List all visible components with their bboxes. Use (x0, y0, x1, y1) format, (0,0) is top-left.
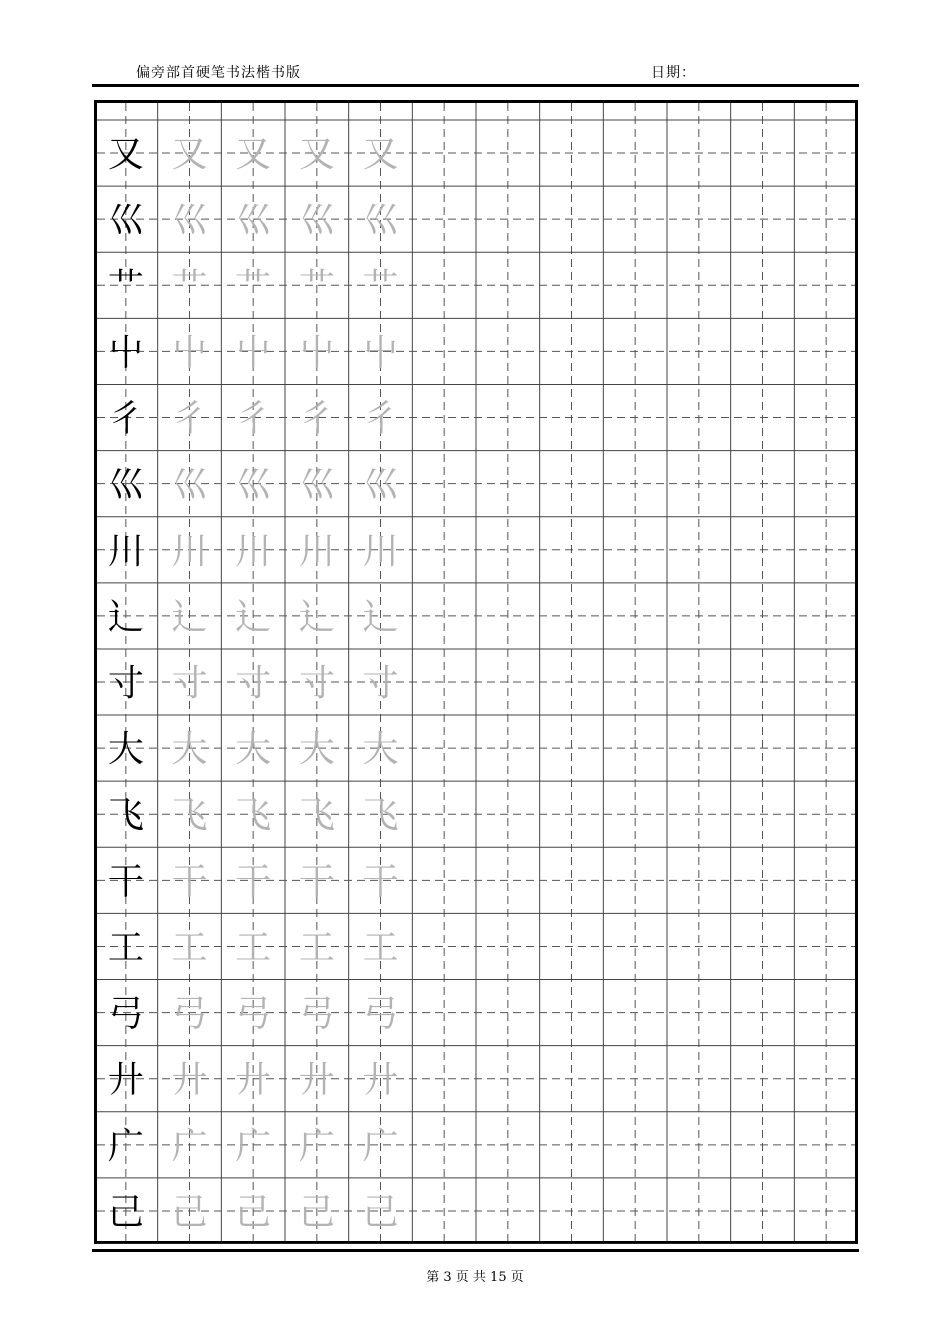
trace-character: 屮 (298, 332, 335, 374)
trace-character: 巛 (298, 200, 335, 242)
trace-character: 寸 (171, 663, 208, 704)
trace-character: 寸 (362, 663, 399, 704)
trace-character: 己 (298, 1191, 335, 1233)
trace-character: 巛 (298, 464, 335, 506)
model-character: 寸 (107, 663, 144, 704)
trace-character: 大 (235, 729, 272, 771)
trace-character: 工 (362, 927, 399, 969)
trace-character: 大 (362, 729, 399, 771)
trace-character: 弓 (298, 993, 335, 1035)
trace-character: 寸 (298, 663, 335, 704)
footer-rule (92, 1249, 859, 1252)
model-character: 己 (107, 1191, 144, 1233)
trace-character: 彳 (235, 398, 272, 440)
trace-character: 艹 (171, 266, 208, 308)
trace-character: 彳 (171, 398, 208, 440)
trace-character: 艹 (235, 266, 272, 308)
trace-character: 干 (298, 861, 335, 903)
trace-character: 艹 (298, 266, 335, 308)
model-character: 巛 (107, 464, 144, 506)
trace-character: 飞 (298, 795, 335, 837)
trace-character: 屮 (235, 332, 272, 374)
trace-character: 又 (235, 134, 272, 176)
model-character: 廾 (107, 1059, 144, 1101)
trace-character: 己 (171, 1191, 208, 1233)
trace-character: 弓 (362, 993, 399, 1035)
trace-character: 飞 (171, 795, 208, 837)
trace-character: 川 (235, 530, 272, 572)
model-character: 屮 (107, 332, 144, 374)
trace-character: 大 (171, 729, 208, 771)
trace-character: 屮 (171, 332, 208, 374)
trace-character: 巛 (362, 464, 399, 506)
trace-character: 辶 (235, 596, 272, 638)
trace-character: 飞 (362, 795, 399, 837)
trace-character: 巛 (235, 200, 272, 242)
trace-character: 己 (235, 1191, 272, 1233)
trace-character: 干 (235, 861, 272, 903)
date-label: 日期： (651, 65, 696, 81)
model-character: 辶 (107, 596, 144, 638)
trace-character: 己 (362, 1191, 399, 1233)
model-character: 飞 (107, 795, 144, 837)
trace-character: 屮 (362, 332, 399, 374)
trace-character: 彳 (362, 398, 399, 440)
trace-character: 又 (171, 134, 208, 176)
trace-character: 弓 (171, 993, 208, 1035)
trace-character: 干 (171, 861, 208, 903)
trace-character: 巛 (362, 200, 399, 242)
trace-character: 辶 (362, 596, 399, 638)
trace-character: 彳 (298, 398, 335, 440)
trace-character: 巛 (171, 200, 208, 242)
trace-character: 工 (298, 927, 335, 969)
model-character: 又 (107, 134, 144, 176)
trace-character: 又 (298, 134, 335, 176)
trace-character: 川 (362, 530, 399, 572)
trace-character: 广 (171, 1125, 208, 1167)
model-character: 巛 (107, 200, 144, 242)
trace-character: 辶 (298, 596, 335, 638)
trace-character: 广 (362, 1125, 399, 1167)
trace-character: 川 (298, 530, 335, 572)
trace-character: 廾 (235, 1059, 272, 1101)
trace-character: 干 (362, 861, 399, 903)
header-rule (92, 84, 859, 87)
trace-character: 飞 (235, 795, 272, 837)
model-character: 川 (107, 530, 144, 572)
model-character: 艹 (107, 266, 144, 308)
trace-character: 工 (171, 927, 208, 969)
trace-character: 巛 (235, 464, 272, 506)
trace-character: 辶 (171, 596, 208, 638)
trace-character: 广 (298, 1125, 335, 1167)
model-character: 工 (107, 927, 144, 969)
model-character: 大 (107, 729, 144, 771)
model-character: 弓 (107, 993, 144, 1035)
trace-character: 廾 (362, 1059, 399, 1101)
model-character: 广 (107, 1125, 144, 1167)
trace-character: 广 (235, 1125, 272, 1167)
model-character: 彳 (107, 398, 144, 440)
trace-character: 寸 (235, 663, 272, 704)
practice-grid (94, 100, 858, 1244)
trace-character: 弓 (235, 993, 272, 1035)
practice-grid-sheet (94, 100, 858, 1244)
trace-character: 巛 (171, 464, 208, 506)
model-character: 干 (107, 861, 144, 903)
trace-character: 艹 (362, 266, 399, 308)
trace-character: 工 (235, 927, 272, 969)
trace-character: 又 (362, 134, 399, 176)
trace-character: 川 (171, 530, 208, 572)
trace-character: 廾 (298, 1059, 335, 1101)
document-title: 偏旁部首硬笔书法楷书版 (136, 65, 301, 81)
trace-character: 廾 (171, 1059, 208, 1101)
page-number: 第 3 页 共 15 页 (426, 1270, 524, 1285)
trace-character: 大 (298, 729, 335, 771)
